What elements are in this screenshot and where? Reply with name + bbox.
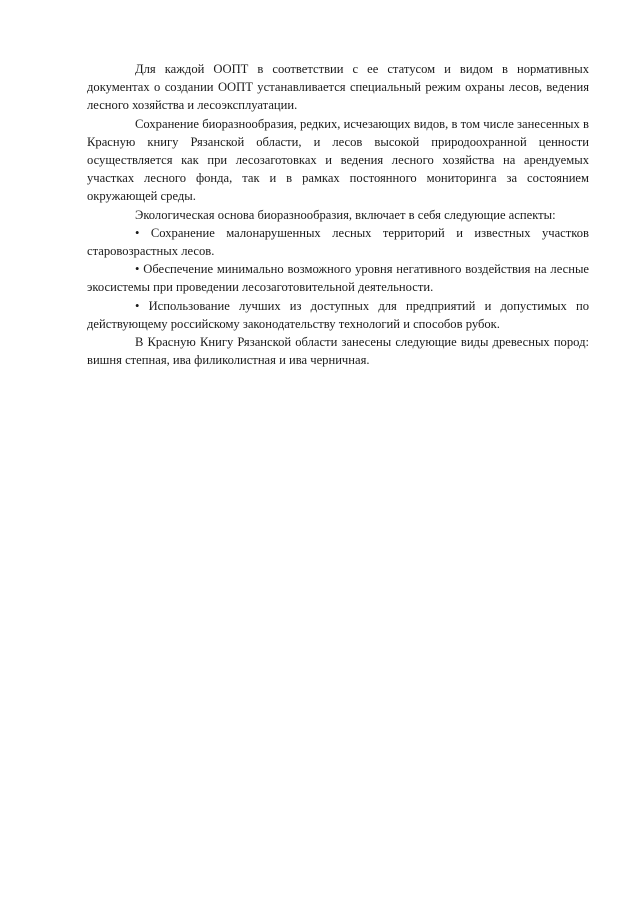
bullet-item: • Использование лучших из доступных для предприятий и допустимых по действующему российскому законодательству технологий и способов рубок. [87,298,589,331]
paragraph-oopt-regime: Для каждой ООПТ в соответствии с ее статусом и видом в нормативных документах о создании ООПТ устанавливается специальный режим охраны лесов, ведения лесного хозяйства и лесоэксплуатации. [87,62,589,113]
bullet-item: • Сохранение малонарушенных лесных территорий и известных участков старовозрастных лесов. [87,225,589,259]
bullet-item: • Обеспечение минимально возможного уровня негативного воздействия на лесные экосистемы при проведении лесозаготовительной деятельности. [87,262,589,295]
paragraph-ecological-basis: Экологическая основа биоразнообразия, включает в себя следующие аспекты: [135,207,556,222]
paragraph-biodiversity-preservation: Сохранение биоразнообразия, редких, исчезающих видов, в том числе занесенных в Красную книгу Рязанской области, и лесов высокой природоохранной ценности осуществляется как при лесозаготовках и ведения лесного хозяйства на арендуемых участках лесного фонда, так и в рамках постоянного мониторинга за состоянием окружающей среды. [87,116,589,204]
paragraph-red-book-species: В Красную Книгу Рязанской области занесены следующие виды древесных пород: вишня степная, ива филиколистная и ива черничная. [87,335,589,368]
document-body [87,60,589,369]
